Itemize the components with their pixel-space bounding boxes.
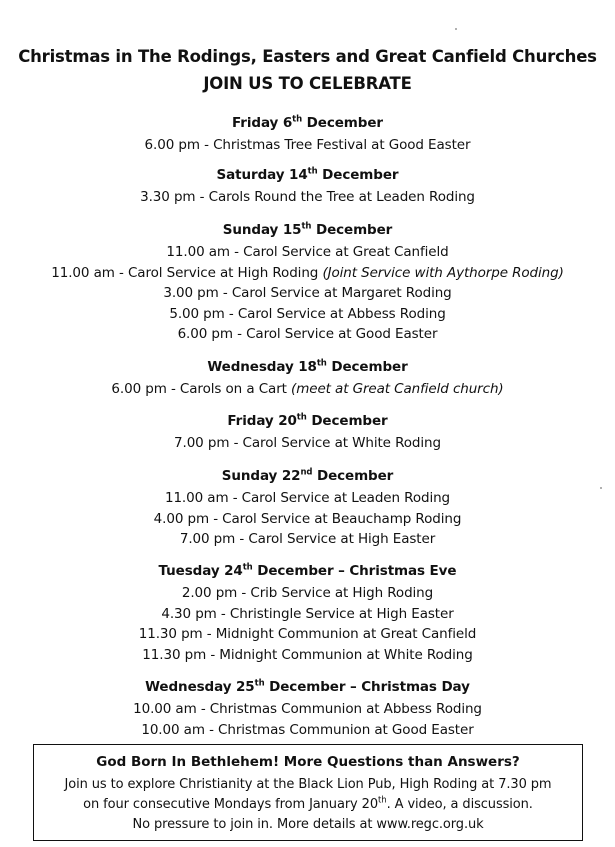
event-text: 3.00 pm - Carol Service at Margaret Roding [163, 285, 452, 301]
day-heading-ordinal: th [292, 114, 303, 125]
event-text: 3.30 pm - Carols Round the Tree at Leaden Roding [140, 189, 475, 205]
event-line [0, 511, 615, 527]
event-text: 4.00 pm - Carol Service at Beauchamp Roding [153, 510, 462, 527]
event-line [0, 722, 615, 738]
event-line [0, 306, 615, 322]
day-heading-ordinal: th [301, 221, 312, 232]
event-text: 7.00 pm - Carol Service at White Roding [174, 435, 441, 451]
event-text: 4.30 pm - Christingle Service at High Easter [161, 605, 454, 622]
event-text: 6.00 pm - Carol Service at Good Easter [177, 326, 438, 342]
event-line [0, 626, 615, 642]
day-heading-text: Wednesday 18 [207, 359, 317, 375]
day-heading-month: December – Christmas Eve [252, 563, 457, 579]
day-heading-text: Friday 6 [232, 115, 293, 131]
event-text: 7.00 pm - Carol Service at High Easter [179, 531, 436, 547]
event-line [0, 326, 615, 342]
day-heading [0, 115, 615, 131]
event-line [0, 265, 615, 281]
day-heading-text: Tuesday 24 [158, 563, 243, 579]
day-heading-text: Saturday 14 [216, 167, 308, 183]
event-text: 6.00 pm - Christmas Tree Festival at Good Easter [144, 137, 471, 153]
day-heading-month: December – Christmas Day [264, 679, 470, 695]
day-heading-ordinal: th [242, 562, 253, 573]
event-line [0, 585, 615, 601]
event-text: 6.00 pm - Carols on a Cart [111, 381, 292, 397]
event-line [0, 701, 615, 717]
day-heading [0, 563, 615, 579]
event-note: (Joint Service with Aythorpe Roding) [322, 264, 564, 281]
flyer-title: Christmas in The Rodings, Easters and Great Canfield Churches [18, 47, 597, 66]
event-line [0, 435, 615, 451]
event-note: (meet at Great Canfield church) [291, 381, 504, 397]
day-heading [0, 359, 615, 375]
day-heading [0, 222, 615, 238]
day-heading-ordinal: nd [300, 467, 313, 478]
event-text: 10.00 am - Christmas Communion at Abbess Roding [133, 701, 482, 717]
scan-speck [600, 487, 602, 489]
info-box-line-2-sup: th [378, 795, 387, 806]
day-heading-text: Friday 20 [227, 413, 297, 429]
day-heading-ordinal: th [307, 166, 318, 177]
event-text: 11.00 am - Carol Service at High Roding [51, 264, 323, 281]
day-heading-month: December [326, 359, 408, 375]
event-line [0, 189, 615, 205]
event-line [0, 137, 615, 153]
day-heading [0, 167, 615, 183]
day-heading-text: Sunday 15 [222, 222, 302, 238]
day-heading-month: December [306, 413, 388, 429]
event-text: 11.30 pm - Midnight Communion at White Roding [142, 646, 473, 663]
event-text: 11.00 am - Carol Service at Great Canfield [166, 244, 449, 260]
event-text: 11.00 am - Carol Service at Leaden Roding [164, 490, 451, 506]
info-box [33, 744, 583, 841]
event-line [0, 381, 615, 397]
event-line [0, 285, 615, 301]
info-box-line-3: No pressure to join in. More details at www.regc.org.uk [132, 817, 484, 832]
event-line [0, 531, 615, 547]
event-line [0, 490, 615, 506]
info-box-line-1: Join us to explore Christianity at the Black Lion Pub, High Roding at 7.30 pm [64, 777, 552, 792]
day-heading-ordinal: th [296, 412, 307, 423]
event-text: 5.00 pm - Carol Service at Abbess Roding [169, 305, 446, 322]
day-heading-text: Sunday 22 [221, 468, 301, 484]
day-heading-month: December [317, 167, 399, 183]
info-box-title: God Born In Bethlehem! More Questions than Answers? [96, 754, 520, 770]
day-heading-ordinal: th [254, 678, 265, 689]
scan-speck [455, 28, 457, 30]
info-box-line-2-text: on four consecutive Mondays from January 20 [83, 797, 379, 812]
day-heading-month: December [311, 222, 393, 238]
event-text: 10.00 am - Christmas Communion at Good Easter [141, 721, 474, 738]
flyer-subtitle: JOIN US TO CELEBRATE [203, 74, 412, 93]
day-heading-month: December [302, 115, 383, 131]
event-text: 11.30 pm - Midnight Communion at Great Canfield [138, 626, 477, 642]
event-line [0, 244, 615, 260]
day-heading-text: Wednesday 25 [145, 679, 255, 695]
event-text: 2.00 pm - Crib Service at High Roding [181, 585, 434, 601]
info-box-line-2-tail: . A video, a discussion. [386, 797, 533, 812]
day-heading [0, 413, 615, 429]
info-box-line-2 [34, 797, 582, 812]
day-heading [0, 468, 615, 484]
event-line [0, 647, 615, 663]
day-heading-month: December [312, 468, 394, 484]
event-line [0, 606, 615, 622]
day-heading [0, 679, 615, 695]
day-heading-ordinal: th [316, 358, 327, 369]
